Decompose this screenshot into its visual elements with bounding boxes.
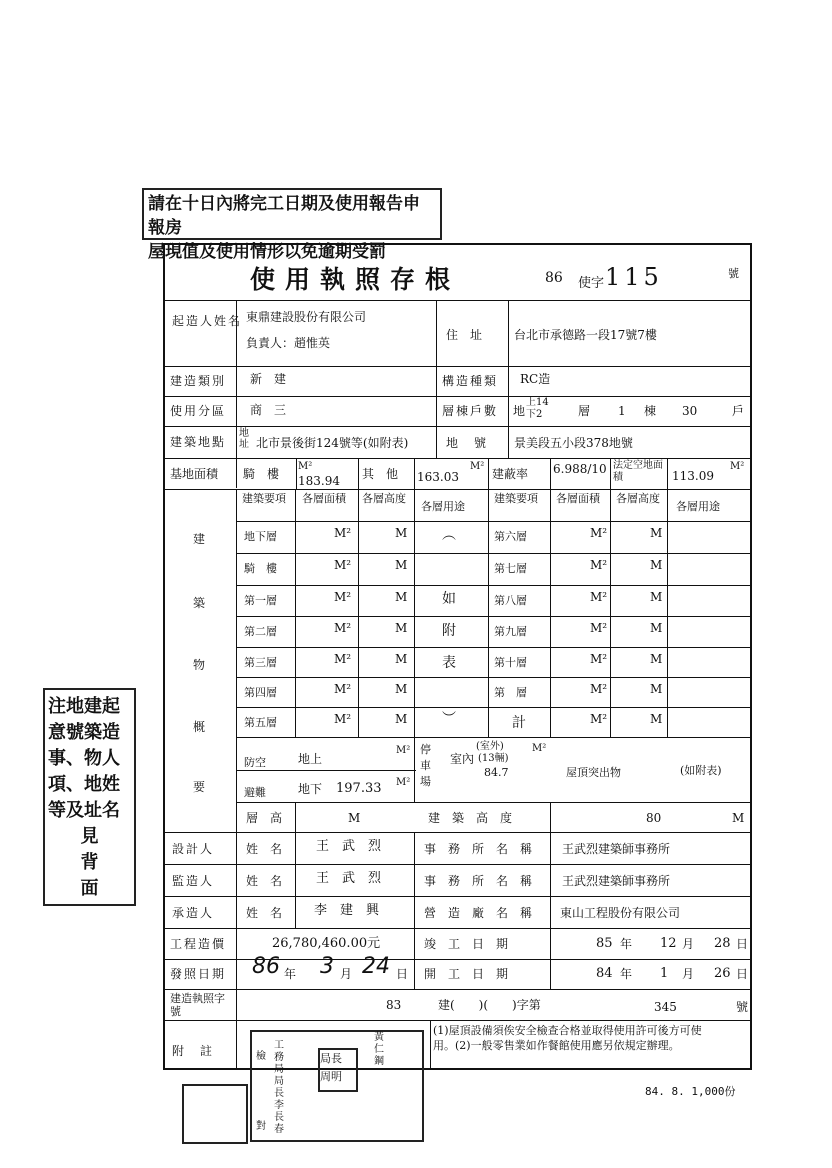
col-line <box>508 300 509 458</box>
year-char: 年 <box>284 967 297 981</box>
permit-year: 86 <box>545 270 563 286</box>
issue-month: 3 <box>320 954 334 979</box>
parking-label: 停車場 <box>420 743 431 788</box>
unit-m: M <box>650 590 663 604</box>
col-line <box>358 489 359 737</box>
building-height-label: 建 築 高 度 <box>428 811 513 825</box>
summary-char: 概 <box>193 720 206 734</box>
col-line <box>414 489 415 802</box>
unit-m: M <box>650 621 663 635</box>
stamp-text-d: 檢 <box>256 1051 266 1062</box>
stamp-seal-small <box>182 1084 248 1144</box>
side-note-line: 面 <box>80 878 99 899</box>
build-permit-year: 83 <box>386 998 402 1012</box>
row-line <box>236 802 751 803</box>
day-char: 日 <box>736 937 749 951</box>
unit-m: M <box>395 682 408 696</box>
start-day: 26 <box>714 966 731 981</box>
open-space-value: 113.09 <box>672 469 714 483</box>
building-height-value: 80 <box>646 811 662 825</box>
col-line <box>236 300 237 488</box>
stamp-text-e: 對 <box>256 1121 266 1132</box>
designer-name: 王 武 烈 <box>316 839 382 854</box>
build-permit-label: 建造執照字號 <box>170 992 225 1018</box>
row-line <box>164 832 751 833</box>
use-zone-label: 使用分區 <box>170 404 227 418</box>
applicant-label: 起造人姓名 <box>172 314 243 328</box>
col-line <box>236 832 237 1020</box>
unit-m2: M² <box>590 590 608 604</box>
floor-right: 第六層 <box>494 530 527 543</box>
unit-m: M <box>395 590 408 604</box>
col-line <box>430 1020 431 1070</box>
row-line <box>164 1020 751 1021</box>
unit-m: M <box>650 682 663 696</box>
use-note: 計 <box>512 715 526 731</box>
hdr-item-right: 建築要項 <box>494 492 538 505</box>
building-unit: 棟 <box>644 404 657 418</box>
buildings-value: 1 <box>618 404 626 418</box>
build-permit-hao: 號 <box>736 1000 749 1014</box>
col-line <box>488 489 489 737</box>
floor-right: 第十層 <box>494 656 527 669</box>
col-line <box>550 458 551 489</box>
shelter-below: 地下 <box>298 782 323 796</box>
arcade-label: 騎 樓 <box>243 467 280 481</box>
completion-day: 28 <box>714 936 731 951</box>
floor-left: 第二層 <box>244 625 277 638</box>
notice-line-1: 請在十日內將完工日期及使用報告申報房 <box>148 194 420 238</box>
floor-left: 騎 樓 <box>244 562 277 575</box>
col-line <box>295 832 296 928</box>
stamp-text-b: 局長周明 <box>320 1052 342 1083</box>
use-note: ︶ <box>442 711 456 727</box>
supervisor-office-label: 事 務 所 名 稱 <box>424 874 533 888</box>
row-line <box>164 396 751 397</box>
row-line <box>164 489 751 490</box>
shelter-label: 防空避難 <box>244 756 266 799</box>
building-height-unit: M <box>732 811 745 825</box>
row-line <box>236 647 751 648</box>
floors-below: 下2 <box>526 409 543 420</box>
start-label: 開 工 日 期 <box>424 967 509 981</box>
col-line <box>436 300 437 458</box>
parking-area: 84.7 <box>484 766 509 779</box>
col-line <box>488 458 489 489</box>
side-note-line: 意號築造 <box>48 722 120 743</box>
address-label: 住 址 <box>446 328 483 342</box>
designer-office-label: 事 務 所 名 稱 <box>424 842 533 856</box>
start-month: 1 <box>660 966 669 981</box>
page-title: 使用執照存根 <box>250 265 461 294</box>
year-char: 年 <box>620 937 633 951</box>
month-char: 月 <box>682 967 695 981</box>
permit-number: 115 <box>605 263 663 291</box>
col-line <box>550 489 551 737</box>
roof-note: (如附表) <box>680 764 722 777</box>
floor-right: 第九層 <box>494 625 527 638</box>
floors-above: 上14 <box>526 397 549 408</box>
permit-zi: 使字 <box>578 276 605 291</box>
stamp-text-c: 黃仁鋼 <box>374 1032 384 1067</box>
start-year: 84 <box>596 966 613 981</box>
col-line <box>295 802 296 832</box>
unit-m2: M² <box>334 682 352 696</box>
floor-right: 第 層 <box>494 686 527 699</box>
contractor-label: 承造人 <box>172 906 215 920</box>
floor-unit: 層 <box>578 404 591 418</box>
ratio-value: 6.988/10 <box>553 462 607 476</box>
col-line <box>236 489 237 832</box>
issue-label: 發照日期 <box>170 967 227 981</box>
side-note-line: 等及址名 <box>48 800 120 821</box>
unit-m2: M² <box>590 526 608 540</box>
hdr-area-left: 各層面積 <box>302 492 346 505</box>
hdr-use-right: 各層用途 <box>676 500 720 513</box>
floor-left: 地下層 <box>244 530 277 543</box>
lot-label: 地 號 <box>446 436 489 450</box>
footer-print-info: 84. 8. 1,000份 <box>645 1085 736 1098</box>
households-unit: 戶 <box>732 404 745 418</box>
open-space-label: 法定空地面積 <box>613 460 663 483</box>
floor-right: 第八層 <box>494 594 527 607</box>
unit-m2: M² <box>334 712 352 726</box>
unit-m: M <box>650 652 663 666</box>
unit-m: M <box>395 526 408 540</box>
summary-char: 築 <box>193 596 206 610</box>
households-value: 30 <box>682 404 698 418</box>
use-note: 附 <box>442 623 456 639</box>
row-line <box>164 300 751 301</box>
applicant-company: 東鼎建設股份有限公司 <box>246 310 367 324</box>
parking-outdoor: (室外) <box>476 741 504 752</box>
completion-month: 12 <box>660 936 677 951</box>
issue-year: 86 <box>252 954 280 979</box>
unit-m2: M² <box>590 652 608 666</box>
unit-m2: M² <box>334 526 352 540</box>
lot-value: 景美段五小段378地號 <box>514 436 633 450</box>
cost-label: 工程造價 <box>170 937 227 951</box>
col-line <box>414 928 415 989</box>
row-line <box>236 585 751 586</box>
row-line <box>236 677 751 678</box>
unit-m2: M² <box>590 682 608 696</box>
row-line <box>164 426 751 427</box>
designer-label: 設計人 <box>172 842 215 856</box>
col-line <box>414 458 415 489</box>
supervisor-name: 王 武 烈 <box>316 871 382 886</box>
structure-value: RC造 <box>520 372 551 386</box>
issue-day: 24 <box>362 954 390 979</box>
contractor-office: 東山工程股份有限公司 <box>560 906 681 920</box>
shelter-above: 地上 <box>298 752 323 766</box>
row-line <box>164 864 751 865</box>
contractor-name-label: 姓 名 <box>246 906 283 920</box>
stamp-text-a: 工務局局長李長春 <box>274 1040 284 1135</box>
permit-hao: 號 <box>728 267 739 280</box>
area-label: 基地面積 <box>170 467 219 481</box>
row-line <box>236 737 751 738</box>
arcade-value: 183.94 <box>298 474 340 488</box>
ratio-label: 建蔽率 <box>492 467 529 481</box>
parking-count: (13輛) <box>478 753 509 764</box>
hdr-height-right: 各層高度 <box>616 492 660 505</box>
parking-indoor: 室內 <box>450 752 475 766</box>
unit-m: M <box>395 652 408 666</box>
row-line <box>236 707 751 708</box>
floor-right: 第七層 <box>494 562 527 575</box>
notice-line-2: 屋現值及使用情形以免逾期受罰 <box>148 242 386 262</box>
side-note <box>43 688 136 906</box>
side-note-line: 見 <box>80 826 99 847</box>
month-char: 月 <box>340 967 353 981</box>
unit-m2: M² <box>590 712 608 726</box>
year-char: 年 <box>620 967 633 981</box>
summary-char: 要 <box>193 780 206 794</box>
floor-height-label: 層 高 <box>246 811 283 825</box>
cost-value: 26,780,460.00元 <box>272 936 381 951</box>
unit-m: M <box>650 526 663 540</box>
hdr-item-left: 建築要項 <box>242 492 286 505</box>
unit-m2: M² <box>334 621 352 635</box>
row-line <box>236 553 751 554</box>
hdr-use-left: 各層用途 <box>421 500 465 513</box>
col-line <box>236 1020 237 1070</box>
floor-left: 第四層 <box>244 686 277 699</box>
use-zone-value: 商 三 <box>250 403 287 417</box>
build-permit-zi: 建( )( )字第 <box>438 998 541 1012</box>
row-line <box>164 928 751 929</box>
other-label: 其 他 <box>362 467 399 481</box>
unit-m: M <box>650 712 663 726</box>
unit-m: M <box>395 621 408 635</box>
supervisor-office: 王武烈建築師事務所 <box>562 874 671 888</box>
hdr-area-right: 各層面積 <box>556 492 600 505</box>
contractor-office-label: 營 造 廠 名 稱 <box>424 906 533 920</box>
row-line <box>164 896 751 897</box>
floors-label: 層棟戶數 <box>442 404 499 418</box>
col-line <box>296 458 297 489</box>
col-line <box>295 489 296 737</box>
month-char: 月 <box>682 937 695 951</box>
side-note-line: 項、地姓 <box>48 774 120 795</box>
completion-label: 竣 工 日 期 <box>424 937 509 951</box>
completion-year: 85 <box>596 936 613 951</box>
side-note-line: 注地建起 <box>48 696 120 717</box>
col-line <box>550 832 551 928</box>
floor-left: 第一層 <box>244 594 277 607</box>
roof-label: 屋頂突出物 <box>566 766 621 779</box>
day-char: 日 <box>396 967 409 981</box>
unit-m2: M² <box>590 558 608 572</box>
other-unit: M² <box>470 461 485 472</box>
site-sub: 地址 <box>239 428 249 450</box>
col-line <box>667 489 668 737</box>
designer-name-label: 姓 名 <box>246 842 283 856</box>
hdr-height-left: 各層高度 <box>362 492 406 505</box>
unit-m2: M² <box>334 558 352 572</box>
contractor-name: 李 建 興 <box>314 903 380 918</box>
build-permit-number: 345 <box>654 1000 677 1014</box>
col-line <box>610 489 611 737</box>
unit-m2: M² <box>532 743 547 754</box>
supervisor-label: 監造人 <box>172 874 215 888</box>
remarks-line-2: 用。(2)一般零售業如作餐館使用應另依規定辦理。 <box>433 1039 680 1052</box>
summary-char: 建 <box>193 532 206 546</box>
floor-left: 第三層 <box>244 656 277 669</box>
address-value: 台北市承德路一段17號7樓 <box>514 328 657 342</box>
day-char: 日 <box>736 967 749 981</box>
summary-char: 物 <box>193 658 206 672</box>
side-note-line: 背 <box>80 852 99 873</box>
unit-m2: M² <box>590 621 608 635</box>
unit-m: M <box>395 558 408 572</box>
designer-office: 王武烈建築師事務所 <box>562 842 671 856</box>
building-type-label: 建造類別 <box>170 374 227 388</box>
structure-label: 構造種類 <box>442 374 499 388</box>
row-line <box>236 616 751 617</box>
col-line <box>358 458 359 489</box>
unit-m2: M² <box>334 590 352 604</box>
remarks-line-1: (1)屋頂設備須俟安全檢查合格並取得使用許可後方可使 <box>433 1024 702 1037</box>
floor-left: 第五層 <box>244 716 277 729</box>
col-line <box>550 928 551 989</box>
use-note: 表 <box>442 655 456 671</box>
building-type-value: 新 建 <box>250 372 287 386</box>
other-value: 163.03 <box>417 470 459 484</box>
site-value: 北市景後街124號等(如附表) <box>256 436 409 450</box>
arcade-unit: M² <box>298 461 313 472</box>
open-space-unit: M² <box>730 461 745 472</box>
site-label: 建築地點 <box>170 435 227 449</box>
row-line <box>236 521 751 522</box>
row-line <box>164 989 751 990</box>
row-line <box>164 458 751 459</box>
supervisor-name-label: 姓 名 <box>246 874 283 888</box>
col-line <box>550 802 551 832</box>
floor-height-unit: M <box>348 811 361 825</box>
unit-m2: M² <box>396 745 411 756</box>
notice-box <box>142 188 442 262</box>
col-line <box>414 832 415 928</box>
use-note: ︵ <box>442 527 456 543</box>
unit-m2: M² <box>334 652 352 666</box>
use-note: 如 <box>442 591 456 607</box>
unit-m: M <box>650 558 663 572</box>
col-line <box>610 458 611 489</box>
shelter-below-value: 197.33 <box>336 781 382 796</box>
unit-m2: M² <box>396 777 411 788</box>
row-line <box>164 366 751 367</box>
applicant-rep: 負責人：趙惟英 <box>246 336 331 350</box>
side-note-line: 事、物人 <box>48 748 120 769</box>
remarks-label: 附 註 <box>172 1044 215 1058</box>
unit-m: M <box>395 712 408 726</box>
